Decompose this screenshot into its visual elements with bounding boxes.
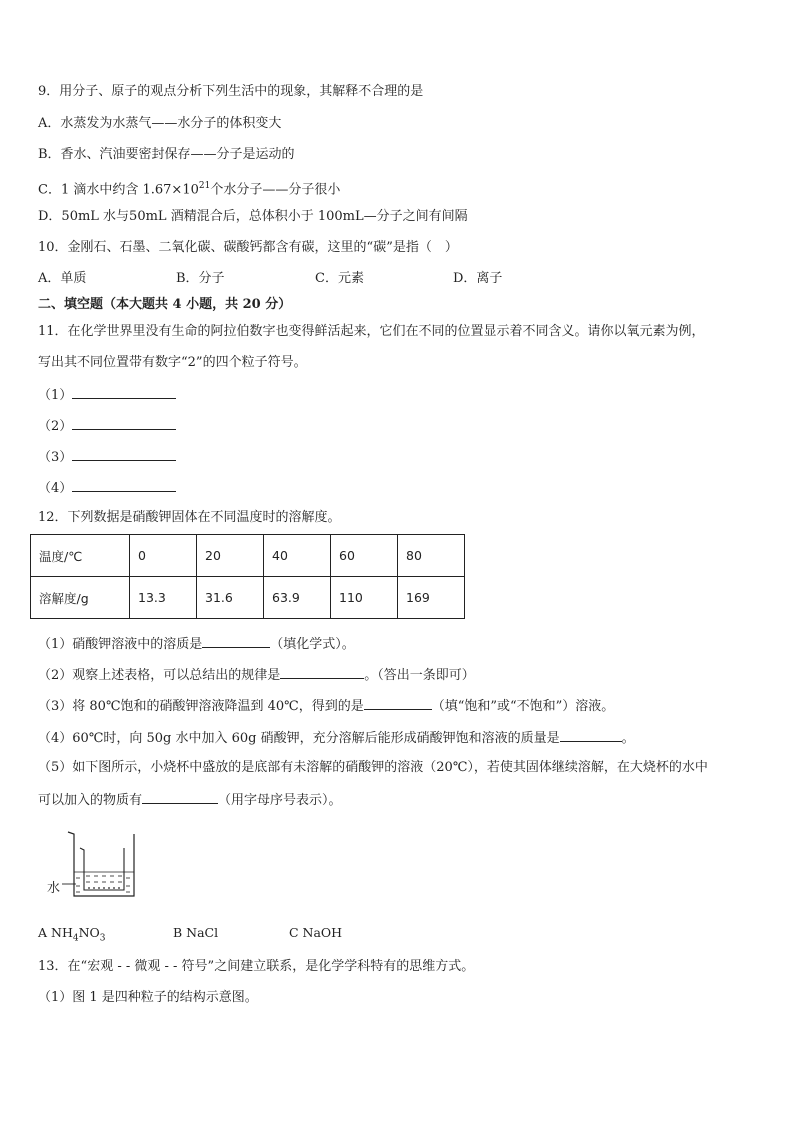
q11-item-4: （4） bbox=[38, 478, 176, 498]
q12-choice-c: C NaOH bbox=[289, 925, 343, 940]
table-cell: 13.3 bbox=[130, 577, 197, 619]
table-header-solubility: 溶解度/g bbox=[31, 577, 130, 619]
q11-item-1: （1） bbox=[38, 385, 176, 405]
table-cell: 20 bbox=[197, 535, 264, 577]
q12-part-1: （1）硝酸钾溶液中的溶质是 （填化学式）。 bbox=[38, 634, 355, 654]
q12-part-2: （2）观察上述表格，可以总结出的规律是 。（答出一条即可） bbox=[38, 665, 475, 685]
q11-stem-line2: 写出其不同位置带有数字“2”的四个粒子符号。 bbox=[38, 355, 307, 370]
q12-stem: 12．下列数据是硝酸钾固体在不同温度时的溶解度。 bbox=[38, 510, 341, 525]
q12-part-5-line2: 可以加入的物质有 （用字母序号表示）。 bbox=[38, 790, 342, 810]
table-cell: 110 bbox=[331, 577, 398, 619]
q12-part-3: （3）将 80℃饱和的硝酸钾溶液降温到 40℃，得到的是 （填“饱和”或“不饱和”）溶液。 bbox=[38, 696, 614, 716]
table-cell: 169 bbox=[398, 577, 465, 619]
table-cell: 63.9 bbox=[264, 577, 331, 619]
q12-part-4: （4）60℃时，向 50g 水中加入 60g 硝酸钾，充分溶解后能形成硝酸钾饱和溶液的质量是 。 bbox=[38, 728, 635, 748]
q11-item-3: （3） bbox=[38, 447, 176, 467]
q10-option-d: D．离子 bbox=[453, 271, 503, 286]
q13-part-1: （1）图 1 是四种粒子的结构示意图。 bbox=[38, 990, 258, 1005]
q10-option-c: C．元素 bbox=[315, 271, 364, 286]
q12-choice-a: A $NH_4NO_3$ bbox=[38, 925, 106, 944]
q11-item-2: （2） bbox=[38, 416, 176, 436]
table-cell: 0 bbox=[130, 535, 197, 577]
q10-option-b: B．分子 bbox=[176, 271, 225, 286]
table-cell: 31.6 bbox=[197, 577, 264, 619]
q9-option-c: C．1 滴水中约含 $1.67\times 10^{21}$个水分子——分子很小 bbox=[38, 181, 341, 198]
water-label: 水 bbox=[47, 881, 61, 896]
q10-stem: 10．金刚石、石墨、二氧化碳、碳酸钙都含有碳，这里的“碳”是指（ ） bbox=[38, 240, 458, 255]
q12-choice-b: B NaCl bbox=[173, 925, 219, 940]
q9-stem: 9．用分子、原子的观点分析下列生活中的现象，其解释不合理的是 bbox=[38, 84, 424, 99]
table-row bbox=[31, 577, 465, 619]
q9-option-d: D．50mL 水与50mL 酒精混合后，总体积小于 100mL—分子之间有间隔 bbox=[38, 209, 468, 224]
q11-stem-line1: 11．在化学世界里没有生命的阿拉伯数字也变得鲜活起来，它们在不同的位置显示着不同含义。请你以氧元素为例， bbox=[38, 324, 705, 339]
table-row bbox=[31, 535, 465, 577]
table-header-temperature: 温度/℃ bbox=[31, 535, 130, 577]
q9-option-a: A．水蒸发为水蒸气——水分子的体积变大 bbox=[38, 116, 282, 131]
table-cell: 60 bbox=[331, 535, 398, 577]
q12-part-5-line1: （5）如下图所示，小烧杯中盛放的是底部有未溶解的硝酸钾的溶液（20℃），若使其固体继续溶解，在大烧杯的水中 bbox=[38, 760, 708, 775]
q9-option-b: B．香水、汽油要密封保存——分子是运动的 bbox=[38, 147, 295, 162]
table-cell: 80 bbox=[398, 535, 465, 577]
q13-stem: 13．在“宏观 - - 微观 - - 符号”之间建立联系，是化学学科特有的思维方式。 bbox=[38, 959, 475, 974]
section-title: 二、填空题（本大题共 4 小题，共 20 分） bbox=[38, 297, 292, 312]
q10-option-a: A．单质 bbox=[38, 271, 87, 286]
table-cell: 40 bbox=[264, 535, 331, 577]
solubility-table bbox=[30, 534, 465, 619]
